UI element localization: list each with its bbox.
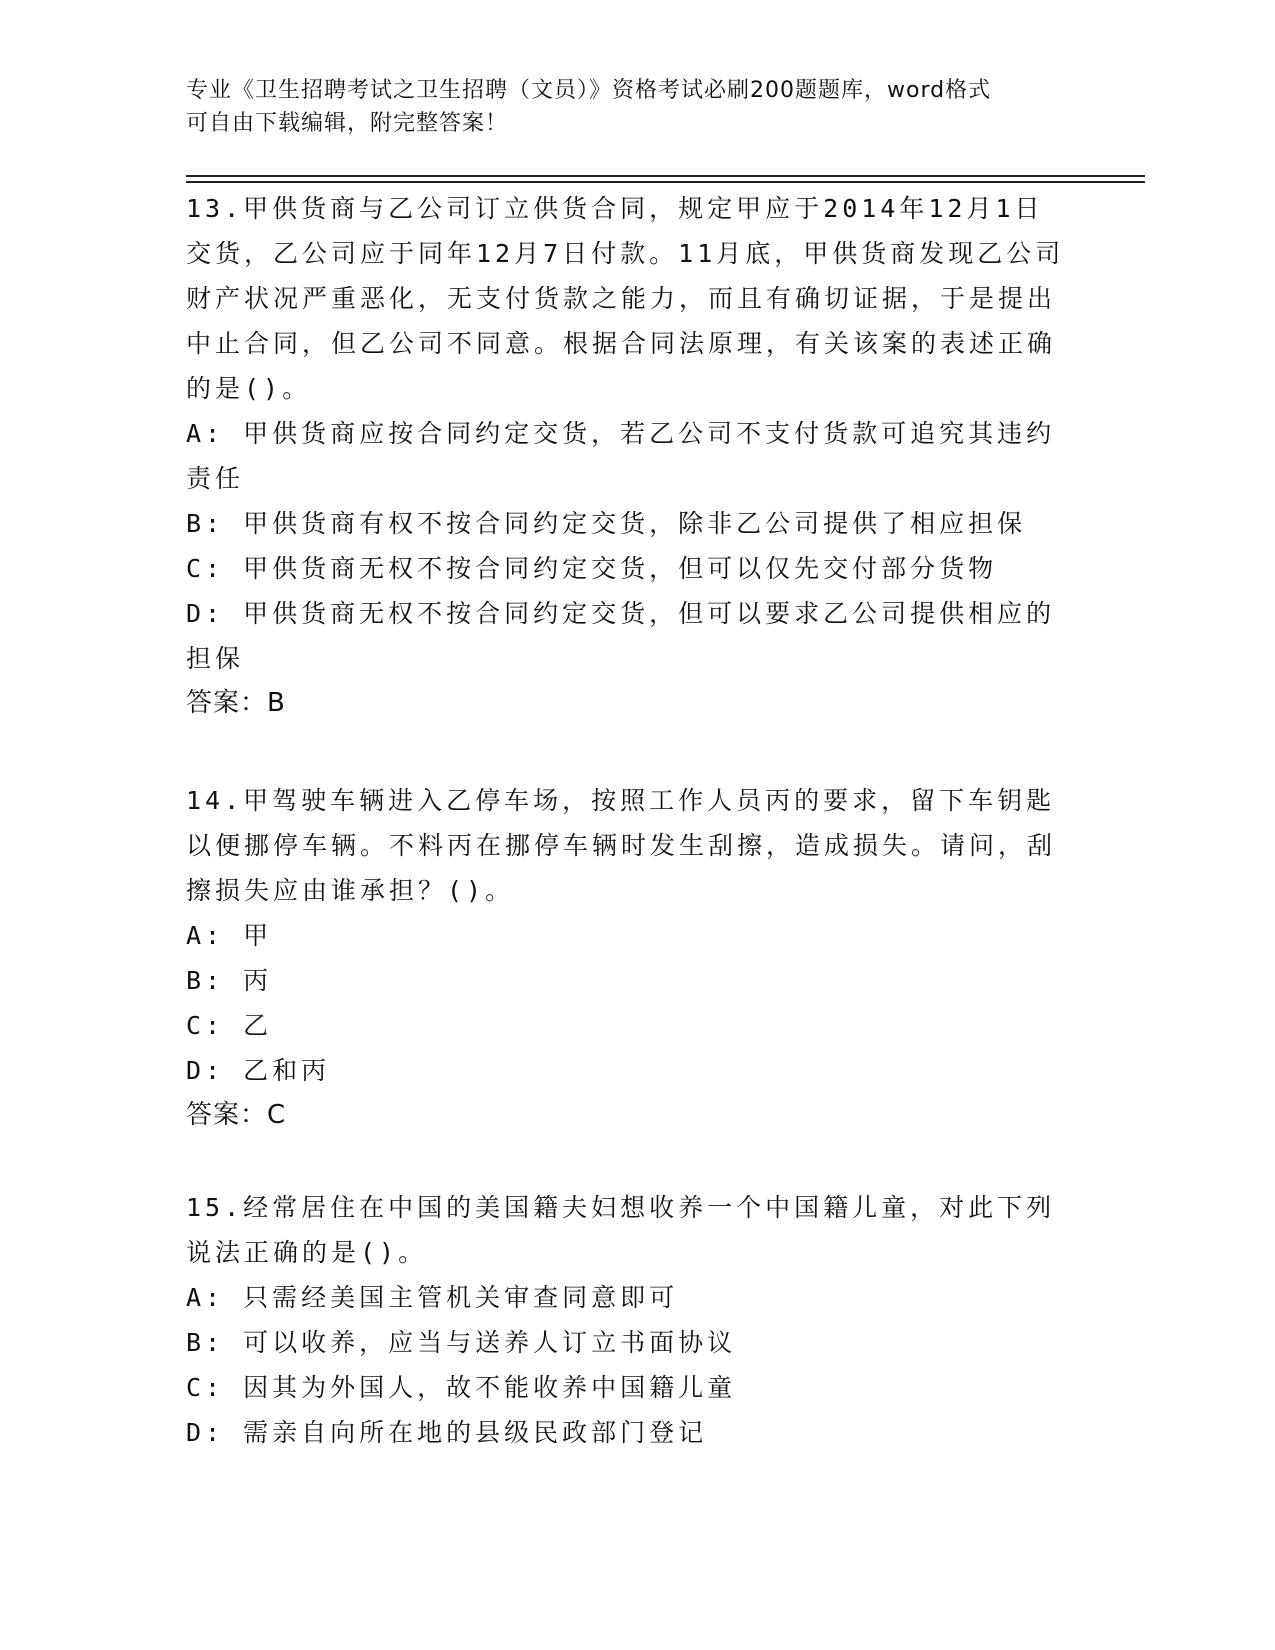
document-header [186,74,1066,140]
option-text: 需亲自向所在地的县级民政部门登记 [243,1418,708,1447]
option-key: A: [186,1283,225,1312]
option-text: 可以收养，应当与送养人订立书面协议 [243,1328,737,1357]
question-stem: 13.甲供货商与乙公司订立供货合同，规定甲应于2014年12月1日交货，乙公司应于同年12月7日付款。11月底，甲供货商发现乙公司财产状况严重恶化，无支付货款之能力，而且有确切证据，于是提出中止合同，但乙公司不同意。根据合同法原理，有关该案的表述正确的是()。 [186,194,1065,403]
option-key: A: [186,419,225,448]
option-key: D: [186,1056,225,1085]
question-13 [186,186,1066,752]
option-text: 甲供货商无权不按合同约定交货，但可以仅先交付部分货物 [243,554,998,583]
option-text: 只需经美国主管机关审查同意即可 [243,1283,679,1312]
option-b [186,1320,1066,1365]
header-divider-top [186,175,1145,177]
option-c [186,1003,1066,1048]
option-c [186,546,1066,591]
option-key: D: [186,1418,225,1447]
option-d [186,591,1066,681]
option-key: A: [186,921,225,950]
option-text: 乙 [243,1011,273,1040]
option-text: 乙和丙 [243,1056,331,1085]
option-text: 因其为外国人，故不能收养中国籍儿童 [243,1373,737,1402]
option-text: 甲供货商无权不按合同约定交货，但可以要求乙公司提供相应的担保 [186,599,1056,673]
option-key: B: [186,1328,225,1357]
option-d [186,1048,1066,1093]
option-a [186,411,1066,501]
option-key: C: [186,1011,225,1040]
option-b [186,958,1066,1003]
option-a [186,913,1066,958]
header-line-2: 可自由下载编辑，附完整答案！ [186,111,509,136]
question-stem: 15.经常居住在中国的美国籍夫妇想收养一个中国籍儿童，对此下列说法正确的是()。 [186,1193,1056,1267]
question-stem: 14.甲驾驶车辆进入乙停车场，按照工作人员丙的要求，留下车钥匙以便挪停车辆。不料丙在挪停车辆时发生刮擦，造成损失。请问，刮擦损失应由谁承担？()。 [186,786,1057,905]
option-key: B: [186,509,225,538]
option-key: C: [186,554,225,583]
header-line-1: 专业《卫生招聘考试之卫生招聘（文员）》资格考试必刷200题题库，word格式 [186,78,992,103]
answer-line: 答案：B [186,688,286,718]
option-key: B: [186,966,225,995]
option-text: 丙 [243,966,273,995]
option-d [186,1410,1066,1455]
question-15 [186,1185,1066,1455]
question-14 [186,778,1066,1164]
option-text: 甲供货商应按合同约定交货，若乙公司不支付货款可追究其违约责任 [186,419,1056,493]
option-c [186,1365,1066,1410]
option-text: 甲供货商有权不按合同约定交货，除非乙公司提供了相应担保 [243,509,1027,538]
option-key: C: [186,1373,225,1402]
option-a [186,1275,1066,1320]
option-text: 甲 [243,921,273,950]
option-b [186,501,1066,546]
header-divider-bottom [186,181,1145,183]
answer-line: 答案：C [186,1100,287,1130]
option-key: D: [186,599,225,628]
